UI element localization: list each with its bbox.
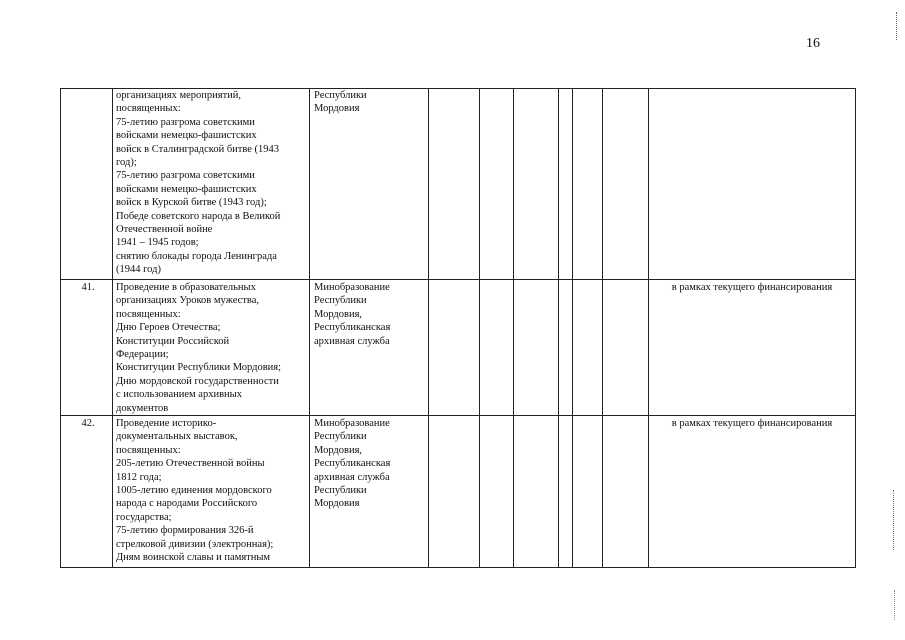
row-divider [60,415,856,416]
row-divider [60,279,856,280]
event-description: Проведение историко- документальных выставок, посвященных: 205-летию Отечественной войны 1812 года; 1005-летию единения мордовского народа с народами Российского государства; 75-летию формирования 326-й стрелковой дивизии (электронная); Дням воинской славы и памятным [116,418,274,564]
event-description: организациях мероприятий, посвященных: 75-летию разгрома советскими войсками немецко-фашистских войск в Сталинградской битве (1943 год); 75-летию разгрома советскими войсками немецко-фашистских войск в Курской битве (1943 год); Победе советского народа в Великой Отечественной войне 1941 – 1945 годов; снятию блокады города Ленинграда (1944 год) [116,90,281,276]
responsible-organization: Минобразование Республики Мордовия, Республиканская архивная служба Республики Мордовия [314,418,391,510]
column-divider [112,88,113,568]
scan-artifact [896,12,901,40]
column-divider [855,88,856,568]
responsible-organization: Минобразование Республики Мордовия, Республиканская архивная служба [314,282,391,347]
responsible-organization: Республики Мордовия [314,90,367,115]
scan-artifact [894,590,898,620]
column-divider [513,88,514,568]
financing-source: в рамках текущего финансирования [671,418,833,429]
financing-source: в рамках текущего финансирования [671,282,833,293]
column-divider [479,88,480,568]
column-divider [558,88,559,568]
column-divider [572,88,573,568]
event-description: Проведение в образовательных организациях Уроков мужества, посвященных: Дню Героев Отечества; Конституции Российской Федерации; Конституции Республики Мордовия; Дню мордовской государственности с использованием архивных документов [116,282,282,414]
column-divider [428,88,429,568]
column-divider [602,88,603,568]
row-number: 41. [81,282,95,293]
page-number: 16 [806,36,820,51]
column-divider [309,88,310,568]
column-divider [648,88,649,568]
table-bottom-border [60,567,856,568]
scan-artifact [893,490,897,550]
column-divider [60,88,61,568]
row-number: 42. [81,418,95,429]
